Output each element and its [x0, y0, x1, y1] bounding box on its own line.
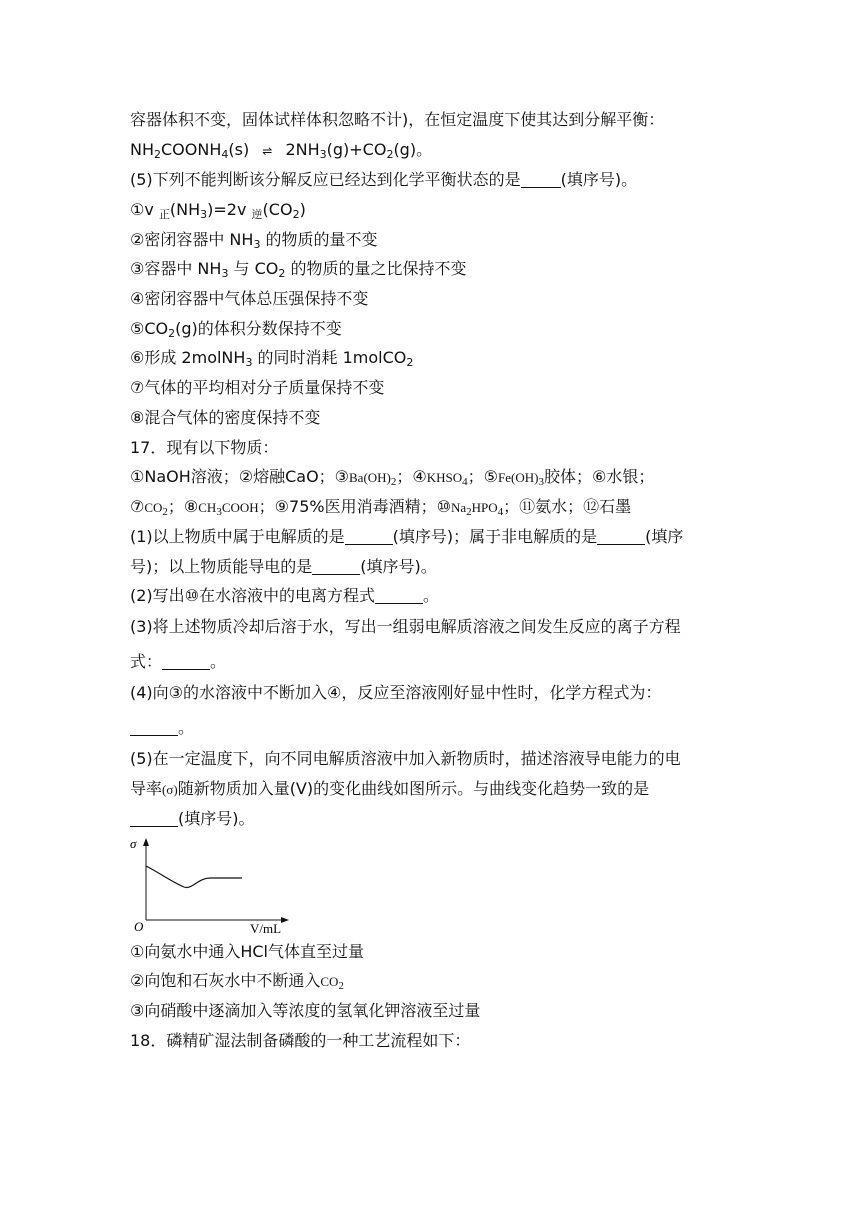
q16-5-option-2: ②密闭容器中 $NH_3$ 的物质的量不变: [130, 230, 378, 251]
q16-5-option-5: $⑤CO_2(g)$的体积分数保持不变: [130, 319, 342, 340]
q17-3-line2: 式： 。: [130, 652, 227, 671]
q17-substances-line1: ①NaOH溶液；②熔融CaO；$③Ba(OH)_2$；$④KHSO_4$；$⑤Fe(OH)_3$胶体；⑥水银；: [130, 467, 655, 488]
answer-blank[interactable]: [375, 587, 423, 604]
answer-blank[interactable]: [130, 810, 178, 827]
equilibrium-arrow-icon: ⇌: [262, 144, 273, 158]
answer-blank[interactable]: [130, 719, 178, 736]
answer-blank[interactable]: [345, 528, 393, 545]
q16-5-option-3: ③容器中 $NH_3$ 与 $CO_2$ 的物质的量之比保持不变: [130, 259, 467, 280]
q17-5-line1: (5)在一定温度下，向不同电解质溶液中加入新物质时，描述溶液导电能力的电: [130, 749, 681, 768]
eq-reactant: $NH_2COONH_4(s)$: [130, 140, 250, 161]
q17-4-line1: (4)向③的水溶液中不断加入④，反应至溶液刚好显中性时，化学方程式为：: [130, 683, 662, 702]
y-axis-arrow-icon: [143, 838, 149, 846]
q16-5-option-6: ⑥形成 2molNH$_3$ 的同时消耗 1molCO$_2$: [130, 348, 414, 369]
y-axis-label: σ: [130, 836, 137, 851]
formula-ch3cooh: $CH_3COOH$: [198, 500, 259, 518]
origin-label: O: [134, 919, 144, 934]
q17-5-option-3: ③向硝酸中逐滴加入等浓度的氢氧化钾溶液至过量: [130, 1001, 481, 1020]
q17-2: (2)写出⑩在水溶液中的电离方程式 。: [130, 586, 440, 605]
formula-na2hpo4: $Na_2HPO_4$: [450, 500, 504, 518]
q16-5-option-1: ①v $_正(NH_3)=2v$ $_逆(CO_2)$: [130, 200, 306, 221]
q16-5-option-4: ④密闭容器中气体总压强保持不变: [130, 289, 369, 308]
q18-title: 18．磷精矿湿法制备磷酸的一种工艺流程如下：: [130, 1031, 471, 1050]
eq-products: $2NH_3(g)+CO_2(g)$。: [285, 140, 433, 161]
q17-1-line1: (1)以上物质中属于电解质的是 (填序号)；属于非电解质的是 (填序: [130, 527, 684, 546]
q16-5-option-8: ⑧混合气体的密度保持不变: [130, 408, 321, 427]
answer-blank[interactable]: [312, 558, 360, 575]
intro-line: 容器体积不变，固体试样体积忽略不计)，在恒定温度下使其达到分解平衡：: [130, 110, 665, 129]
q17-3-line1: (3)将上述物质冷却后溶于水，写出一组弱电解质溶液之间发生反应的离子方程: [130, 617, 681, 636]
formula-co2: $CO_2$: [320, 974, 344, 992]
q17-5-option-1: ①向氨水中通入HCl气体直至过量: [130, 942, 364, 961]
conductivity-graph: [128, 836, 298, 936]
sigma-symbol: (σ): [162, 782, 178, 797]
x-axis-label: V/mL: [250, 921, 282, 936]
q17-substances-line2: $⑦CO_2$；$⑧CH_3COOH$；⑨75%医用消毒酒精；$⑩Na_2HPO_4$；⑪氨水；⑫石墨: [130, 497, 632, 518]
formula-khso4: $KHSO_4$: [426, 470, 468, 488]
answer-blank[interactable]: [162, 653, 210, 670]
formula-baoh2: $Ba(OH)_2$: [349, 470, 397, 488]
q17-5-line3: (填序号)。: [130, 808, 255, 830]
equilibrium-equation: [130, 139, 432, 162]
q17-5-option-2: ②向饱和石灰水中不断通入$CO_2$: [130, 971, 344, 992]
q17-1-line2: 号)；以上物质能导电的是 (填序号)。: [130, 557, 437, 576]
formula-feoh3: $Fe(OH)_3$: [498, 470, 544, 488]
q16-5-stem: (5)下列不能判断该分解反应已经达到化学平衡状态的是 (填序号)。: [130, 170, 638, 189]
q17-5-line2: 导率(σ)随新物质加入量(V)的变化曲线如图所示。与曲线变化趋势一致的是: [130, 779, 650, 798]
conductivity-curve: [146, 866, 242, 887]
answer-blank[interactable]: [597, 528, 645, 545]
q17-title: 17．现有以下物质：: [130, 438, 279, 457]
answer-blank[interactable]: [521, 171, 561, 188]
formula-co2: $CO_2$: [144, 500, 168, 518]
x-axis-arrow-icon: [281, 917, 289, 923]
q16-5-option-7: ⑦气体的平均相对分子质量保持不变: [130, 378, 385, 397]
q17-4-line2: 。: [130, 717, 194, 739]
